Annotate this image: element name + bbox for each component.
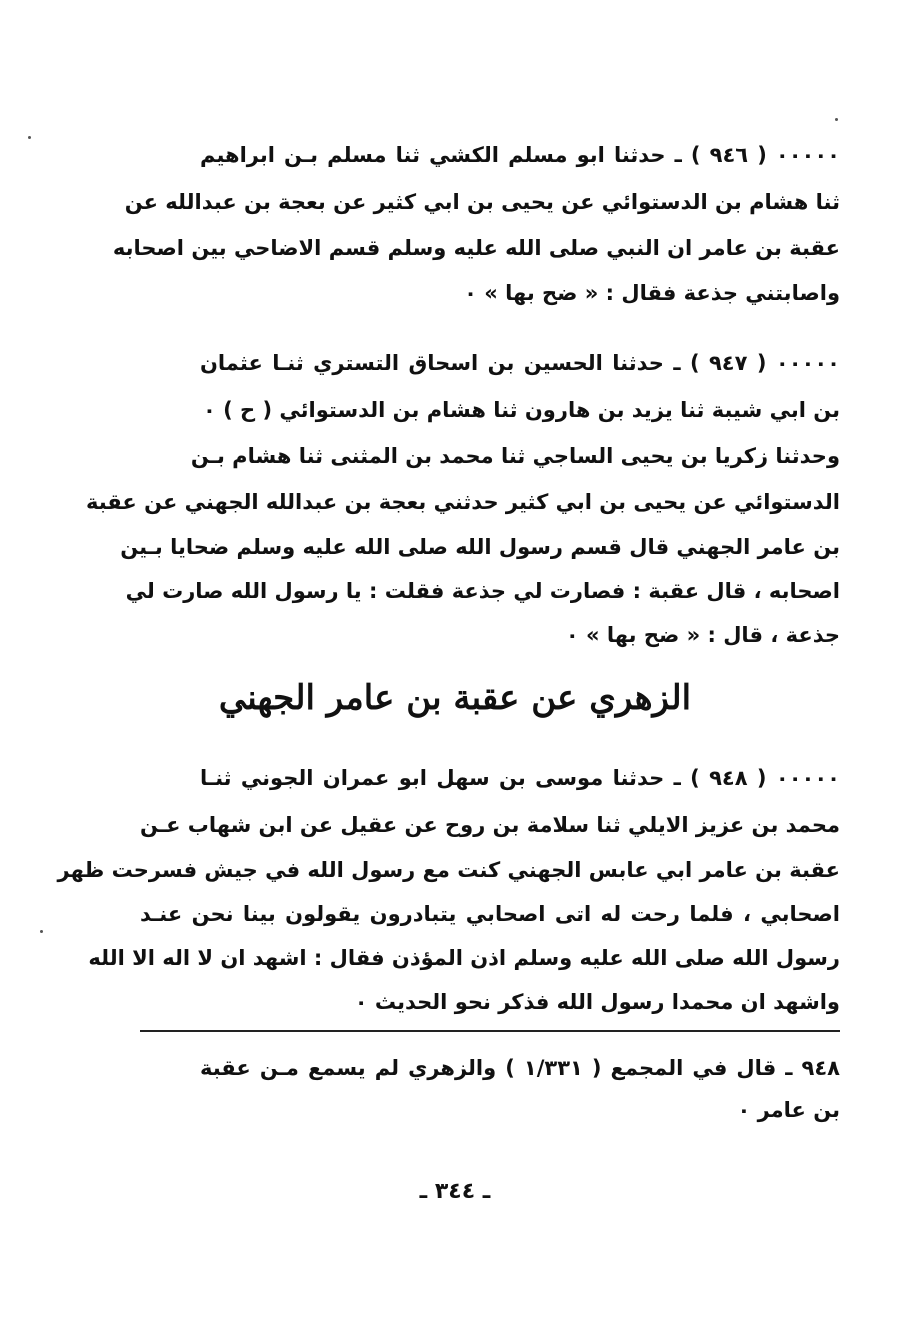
hadith-947-line-4: الدستوائي عن يحيى بن ابي كثير حدثني بعجة بن عبدالله الجهني عن عقبة: [86, 490, 840, 514]
scan-speck: [835, 118, 838, 121]
hadith-947-line-6: اصحابه ، قال عقبة : فصارت لي جذعة فقلت : يا رسول الله صارت لي: [125, 579, 840, 603]
hadith-946-line-3: عقبة بن عامر ان النبي صلى الله عليه وسلم قسم الاضاحي بين اصحابه: [112, 236, 840, 260]
hadith-948-line-3: عقبة بن عامر ابي عابس الجهني كنت مع رسول الله في جيش فسرحت ظهر: [57, 858, 840, 882]
hadith-948-line-5: رسول الله صلى الله عليه وسلم اذن المؤذن فقال : اشهد ان لا اله الا الله: [88, 946, 840, 970]
page-number: ـ ٣٤٤ ـ: [419, 1179, 491, 1204]
hadith-948-line-2: محمد بن عزيز الايلي ثنا سلامة بن روح عن عقيل عن ابن شهاب عـن: [140, 813, 840, 837]
hadith-948-line-6: واشهد ان محمدا رسول الله فذكر نحو الحديث ٠: [354, 990, 840, 1014]
footnote-line-1: ٩٤٨ ـ قال في المجمع ( ١/٣٣١ ) والزهري لم يسمع مـن عقبة: [200, 1056, 840, 1080]
hadith-947-line-7: جذعة ، قال : « ضح بها » ٠: [565, 623, 840, 647]
footnote-line-2: بن عامر ٠: [737, 1098, 840, 1122]
hadith-946-line-1: ٠٠٠٠٠ ( ٩٤٦ ) ـ حدثنا ابو مسلم الكشي ثنا مسلم بـن ابراهيم: [200, 143, 840, 167]
section-heading: الزهري عن عقبة بن عامر الجهني: [218, 678, 692, 718]
scan-speck: [28, 136, 31, 139]
scan-speck: [40, 930, 43, 933]
footnote-divider: [140, 1030, 840, 1032]
hadith-948-line-4: اصحابي ، فلما رحت له اتى اصحابي يتبادرون يقولون بينا نحن عنـد: [140, 902, 840, 926]
hadith-947-line-3: وحدثنا زكريا بن يحيى الساجي ثنا محمد بن المثنى ثنا هشام بـن: [190, 444, 840, 468]
hadith-947-line-1: ٠٠٠٠٠ ( ٩٤٧ ) ـ حدثنا الحسين بن اسحاق التستري ثنـا عثمان: [200, 351, 840, 375]
hadith-946-line-2: ثنا هشام بن الدستوائي عن يحيى بن ابي كثير عن بعجة بن عبدالله عن: [124, 190, 840, 214]
hadith-947-line-2: بن ابي شيبة ثنا يزيد بن هارون ثنا هشام بن الدستوائي ( ح ) ٠: [202, 398, 840, 422]
hadith-946-line-4: واصابتني جذعة فقال : « ضح بها » ٠: [464, 281, 840, 305]
hadith-948-line-1: ٠٠٠٠٠ ( ٩٤٨ ) ـ حدثنا موسى بن سهل ابو عمران الجوني ثنـا: [200, 766, 840, 790]
hadith-947-line-5: بن عامر الجهني قال قسم رسول الله صلى الله عليه وسلم ضحايا بـين: [120, 535, 840, 559]
